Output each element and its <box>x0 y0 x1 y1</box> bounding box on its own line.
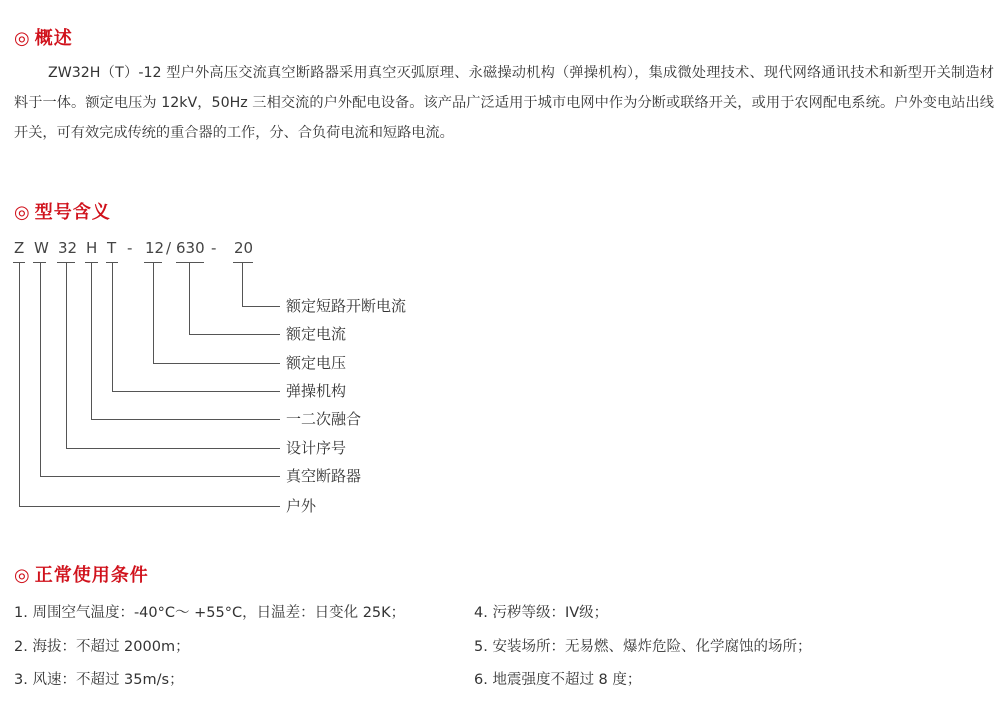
underline-630 <box>176 262 204 263</box>
connector-12-v <box>153 262 154 364</box>
model-label-vacuum-breaker: 真空断路器 <box>286 467 362 485</box>
model-code-w: W <box>34 239 49 257</box>
underline-20 <box>233 262 253 263</box>
section-title-text: 型号含义 <box>34 202 111 223</box>
section-title-text: 正常使用条件 <box>34 565 149 586</box>
model-label-integration: 一二次融合 <box>286 410 362 428</box>
condition-item: 5. 安装场所：无易燃、爆炸危险、化学腐蚀的场所； <box>474 639 812 655</box>
model-diagram <box>0 0 407 530</box>
condition-item: 2. 海拔：不超过 2000m； <box>14 639 190 655</box>
model-code-12: 12 <box>145 239 165 257</box>
model-code-dash: - <box>211 239 217 257</box>
model-code-z: Z <box>14 239 25 257</box>
connector-32-v <box>66 262 67 449</box>
circle-mark-icon: ◎ <box>14 565 31 586</box>
connector-12-h <box>153 363 280 364</box>
model-label-design-serial: 设计序号 <box>286 439 347 457</box>
overview-paragraph: ZW32H（T）-12 型户外高压交流真空断路器采用真空灭弧原理、永磁操动机构（弹操机构），集成微处理技术、现代网络通讯技术和新型开关制造材料于一体。额定电压为 12kV，50Hz 三相交流的户外配电设备。该产品广泛适用于城市电网中作为分断或联络开关，或用于农网配电系统。户外变电站出线开关，可有效完成传统的重合器的工作，分、合负荷电流和短路电流。 <box>14 65 994 141</box>
connector-z-h <box>19 506 280 507</box>
model-label-rated-voltage: 额定电压 <box>286 354 347 372</box>
connector-h-h <box>91 419 280 420</box>
model-label-breaking-current: 额定短路开断电流 <box>286 297 407 315</box>
condition-item: 3. 风速：不超过 35m/s； <box>14 672 184 688</box>
connector-w-v <box>40 262 41 477</box>
model-code-630: 630 <box>176 239 205 257</box>
circle-mark-icon: ◎ <box>14 28 31 49</box>
model-code-dash: - <box>127 239 133 257</box>
connector-20-h <box>242 306 280 307</box>
model-label-outdoor: 户外 <box>286 497 317 515</box>
model-code-t: T <box>107 239 117 257</box>
section-title-conditions <box>14 561 149 587</box>
section-title-text: 概述 <box>34 28 73 49</box>
model-label-rated-current: 额定电流 <box>286 325 347 343</box>
connector-630-v <box>189 262 190 335</box>
circle-mark-icon: ◎ <box>14 202 31 223</box>
connector-t-v <box>112 262 113 392</box>
connector-t-h <box>112 391 280 392</box>
connector-h-v <box>91 262 92 420</box>
model-code-32: 32 <box>58 239 78 257</box>
connector-630-h <box>189 334 280 335</box>
model-code-20: 20 <box>234 239 254 257</box>
model-code-slash: / <box>166 239 172 257</box>
condition-item: 6. 地震强度不超过 8 度； <box>474 672 642 688</box>
connector-20-v <box>242 262 243 307</box>
condition-item: 1. 周围空气温度：-40°C～ +55°C，日温差：日变化 25K； <box>14 605 406 621</box>
connector-w-h <box>40 476 280 477</box>
connector-32-h <box>66 448 280 449</box>
model-code-h: H <box>86 239 98 257</box>
connector-z-v <box>19 262 20 507</box>
model-label-spring-mechanism: 弹操机构 <box>286 382 347 400</box>
condition-item: 4. 污秽等级：IV级； <box>474 605 609 621</box>
